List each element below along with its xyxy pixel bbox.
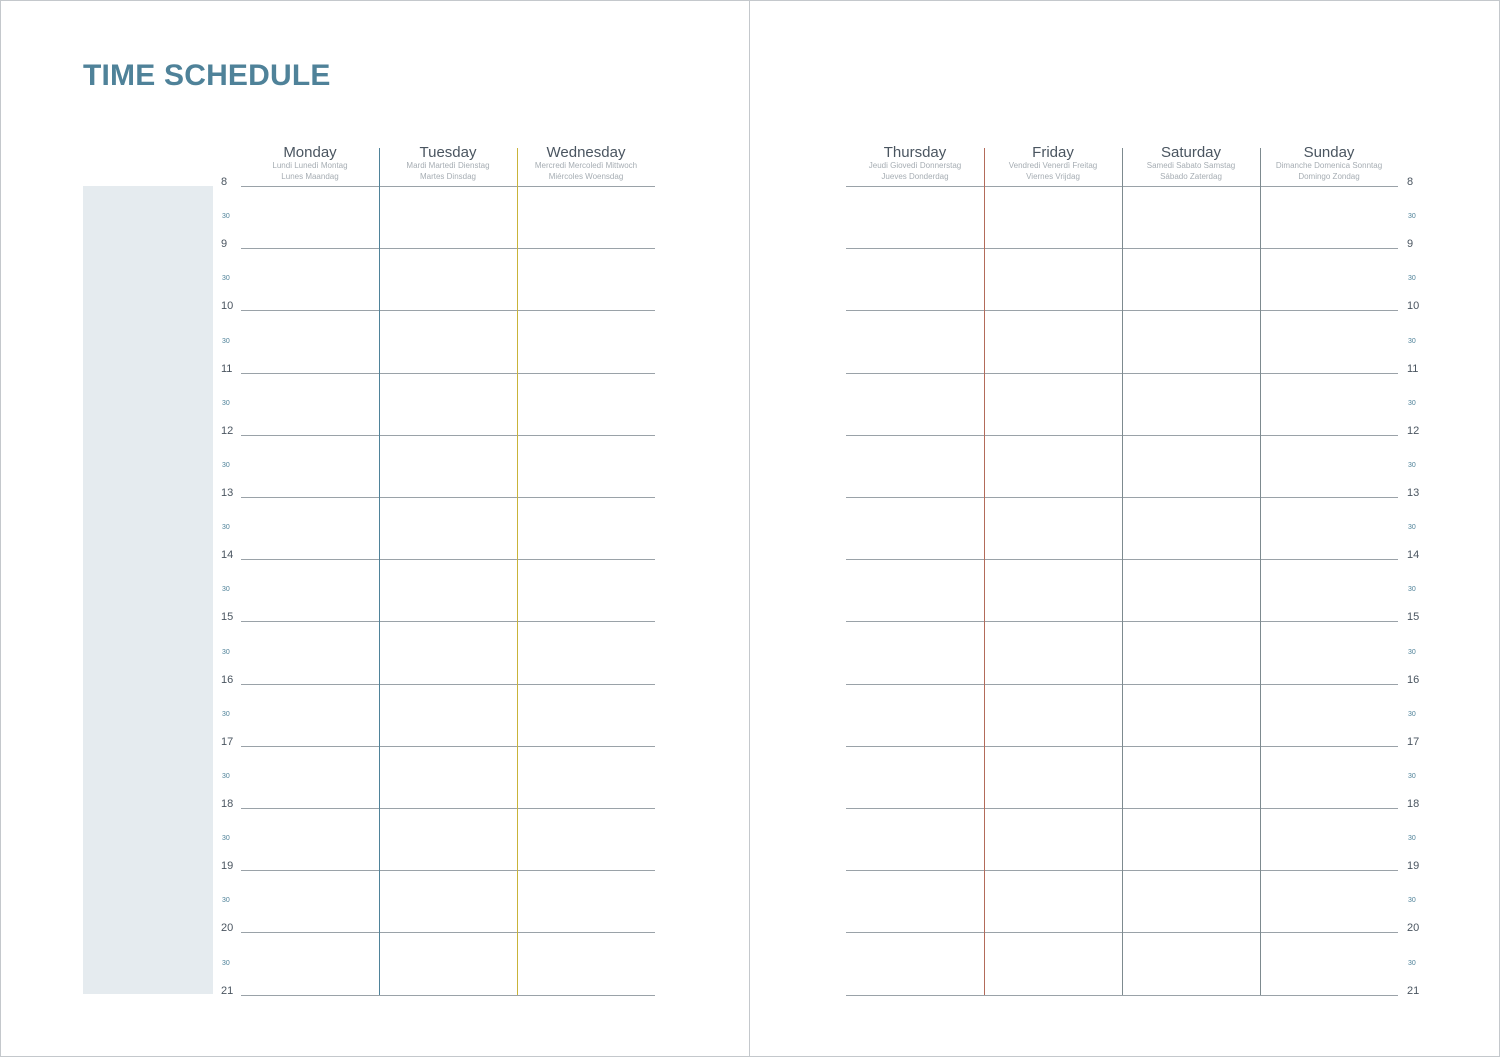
day-name: Friday (1032, 144, 1074, 161)
half-hour-label: 30 (222, 213, 230, 220)
hour-label: 14 (221, 549, 234, 561)
day-header (241, 146, 379, 182)
hour-line (241, 559, 655, 560)
hour-line (241, 870, 655, 871)
hour-label: 15 (1407, 611, 1420, 623)
hour-label: 8 (221, 176, 228, 188)
hour-label: 14 (1407, 549, 1420, 561)
half-hour-label: 30 (1408, 835, 1416, 842)
day-translations: Domingo Zondag (1298, 172, 1360, 181)
half-hour-label: 30 (1408, 275, 1416, 282)
hour-line (846, 995, 1398, 996)
half-hour-label: 30 (222, 773, 230, 780)
half-hour-label: 30 (222, 338, 230, 345)
hour-label: 12 (1407, 425, 1420, 437)
day-translations: Jeudi Giovedì Donnerstag (868, 161, 962, 170)
hour-label: 10 (221, 300, 234, 312)
day-name: Sunday (1303, 144, 1355, 161)
hour-label: 9 (221, 238, 228, 250)
half-hour-label: 30 (222, 897, 230, 904)
hour-line (241, 497, 655, 498)
hour-label: 8 (1407, 176, 1414, 188)
hour-line (241, 746, 655, 747)
hour-label: 20 (1407, 922, 1420, 934)
hour-line (241, 995, 655, 996)
hour-line (241, 435, 655, 436)
day-name: Thursday (883, 144, 947, 161)
half-hour-label: 30 (1408, 462, 1416, 469)
hour-line (241, 186, 655, 187)
day-header (517, 146, 655, 182)
half-hour-label: 30 (222, 400, 230, 407)
day-name: Saturday (1160, 144, 1222, 161)
day-divider (1260, 148, 1261, 995)
day-name: Tuesday (419, 144, 477, 161)
hour-label: 11 (221, 363, 233, 375)
hour-label: 15 (221, 611, 234, 623)
day-translations: Lundi Lunedì Montag (272, 161, 348, 170)
day-translations: Jueves Donderdag (881, 172, 949, 181)
hour-label: 21 (221, 985, 234, 997)
hour-label: 9 (1407, 238, 1414, 250)
hour-label: 17 (1407, 736, 1420, 748)
hour-label: 18 (1407, 798, 1420, 810)
half-hour-label: 30 (1408, 213, 1416, 220)
half-hour-label: 30 (222, 275, 230, 282)
hour-line (241, 621, 655, 622)
half-hour-label: 30 (222, 960, 230, 967)
day-name: Monday (283, 144, 337, 161)
hour-line (241, 932, 655, 933)
hour-label: 10 (1407, 300, 1420, 312)
hour-label: 18 (221, 798, 234, 810)
half-hour-label: 30 (1408, 649, 1416, 656)
hour-label: 11 (1407, 363, 1419, 375)
hour-line (241, 373, 655, 374)
half-hour-label: 30 (1408, 524, 1416, 531)
day-divider (379, 148, 380, 995)
half-hour-label: 30 (222, 462, 230, 469)
day-translations: Mercredi Mercoledì Mittwoch (534, 161, 638, 170)
notes-sidebar-block (83, 186, 213, 994)
half-hour-label: 30 (222, 649, 230, 656)
hour-label: 17 (221, 736, 234, 748)
half-hour-label: 30 (222, 524, 230, 531)
half-hour-label: 30 (1408, 897, 1416, 904)
day-translations: Mardi Martedì Dienstag (406, 161, 490, 170)
hour-label: 16 (1407, 674, 1420, 686)
day-translations: Sábado Zaterdag (1160, 172, 1222, 181)
half-hour-label: 30 (222, 586, 230, 593)
hour-label: 20 (221, 922, 234, 934)
day-translations: Dimanche Domenica Sonntag (1275, 161, 1383, 170)
hour-line (241, 248, 655, 249)
hour-label: 21 (1407, 985, 1420, 997)
hour-label: 16 (221, 674, 234, 686)
half-hour-label: 30 (1408, 338, 1416, 345)
hour-label: 13 (221, 487, 234, 499)
hour-line (241, 808, 655, 809)
day-divider (517, 148, 518, 995)
day-name: Wednesday (546, 144, 626, 161)
half-hour-label: 30 (1408, 960, 1416, 967)
hour-line (241, 684, 655, 685)
day-translations: Martes Dinsdag (419, 172, 477, 181)
day-header (1260, 146, 1398, 182)
day-translations: Vendredi Venerdì Freitag (1008, 161, 1098, 170)
hour-label: 19 (221, 860, 234, 872)
hour-label: 19 (1407, 860, 1420, 872)
day-header (984, 146, 1122, 182)
hour-line (241, 310, 655, 311)
day-translations: Miércoles Woensdag (548, 172, 624, 181)
hour-label: 13 (1407, 487, 1420, 499)
day-translations: Viernes Vrijdag (1026, 172, 1080, 181)
day-header (1122, 146, 1260, 182)
day-header (379, 146, 517, 182)
half-hour-label: 30 (1408, 711, 1416, 718)
day-divider (1122, 148, 1123, 995)
day-translations: Lunes Maandag (281, 172, 339, 181)
half-hour-label: 30 (222, 835, 230, 842)
half-hour-label: 30 (1408, 773, 1416, 780)
right-page (749, 0, 1500, 1057)
half-hour-label: 30 (1408, 400, 1416, 407)
hour-label: 12 (221, 425, 234, 437)
half-hour-label: 30 (222, 711, 230, 718)
day-translations: Samedi Sabato Samstag (1146, 161, 1236, 170)
page-title: TIME SCHEDULE (83, 59, 331, 92)
half-hour-label: 30 (1408, 586, 1416, 593)
day-divider (984, 148, 985, 995)
day-header (846, 146, 984, 182)
